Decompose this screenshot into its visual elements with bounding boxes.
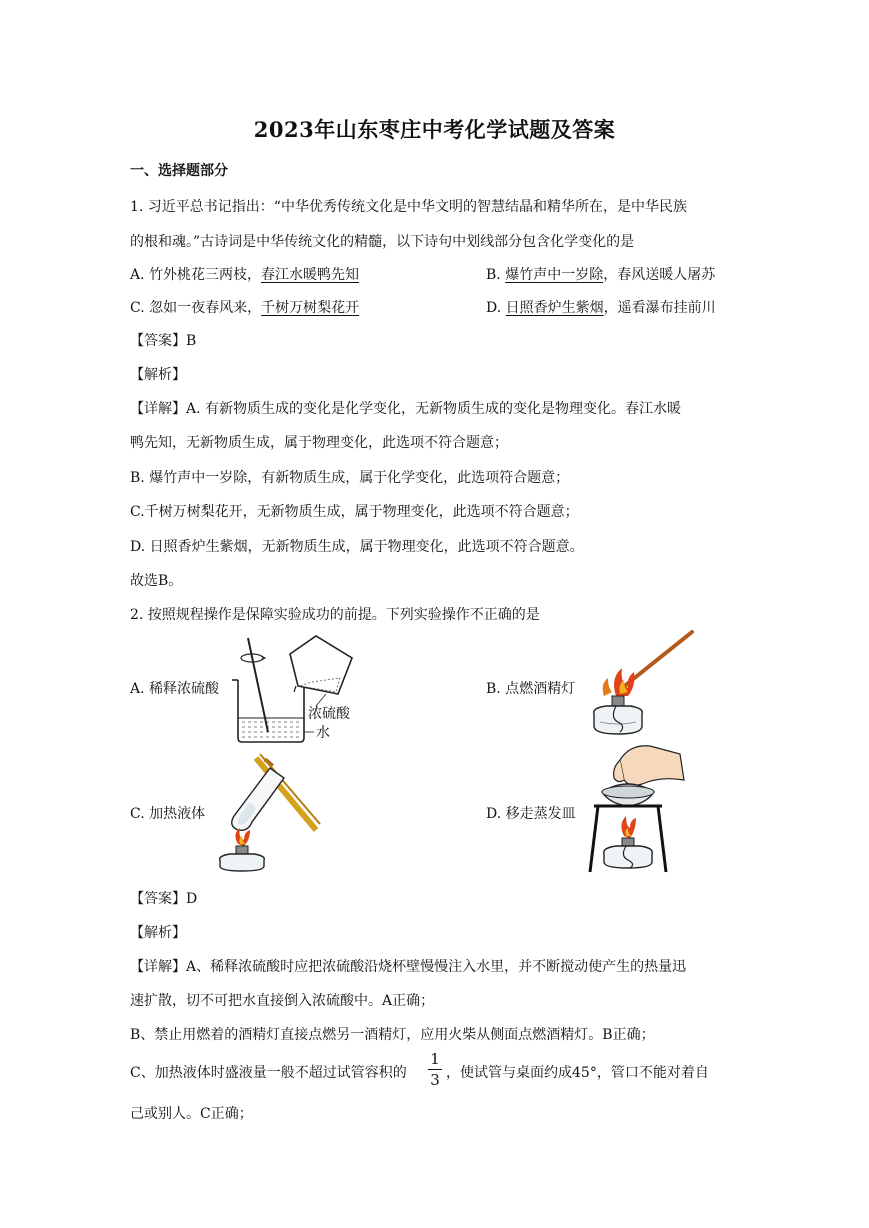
- q1-option-d-prefix: D.: [486, 300, 506, 316]
- heating-liquid-figure: [208, 750, 324, 872]
- q1-option-d: [486, 297, 716, 317]
- q2-option-d-label: D. 移走蒸发皿: [486, 806, 576, 822]
- fraction-numerator: 1: [430, 1050, 440, 1068]
- q1-detail-line5: D. 日照香炉生紫烟，无新物质生成，属于物理变化，此选项不符合题意。: [130, 539, 584, 555]
- lighting-lamp-figure: [582, 626, 698, 744]
- fraction-one-third: [428, 1050, 442, 1089]
- concentrated-acid-label: 浓硫酸: [308, 706, 350, 722]
- q2-detail-line4-prefix: C、加热液体时盛液量一般不超过试管容积的: [130, 1065, 407, 1081]
- q1-analysis-label: 【解析】: [130, 367, 186, 383]
- q2-stem: 2. 按照规程操作是保障实验成功的前提。下列实验操作不正确的是: [130, 607, 540, 623]
- section-heading: 一、选择题部分: [130, 163, 228, 179]
- q1-option-d-suffix: ，遥看瀑布挂前川: [603, 300, 716, 316]
- q1-detail-line4: C.千树万树梨花开，无新物质生成，属于物理变化，此选项不符合题意；: [130, 504, 579, 520]
- q2-detail-line1: 【详解】A、稀释浓硫酸时应把浓硫酸沿烧杯壁慢慢注入水里，并不断搅动使产生的热量迅: [130, 959, 687, 975]
- q1-detail-line1: 【详解】A. 有新物质生成的变化是化学变化，无新物质生成的变化是物理变化。春江水暖: [130, 401, 682, 417]
- q1-option-c-prefix: C. 忽如一夜春风来，: [130, 300, 262, 316]
- q1-option-a-prefix: A. 竹外桃花三两枝，: [130, 267, 262, 283]
- page-title: 2023年山东枣庄中考化学试题及答案: [253, 117, 616, 142]
- water-label: 水: [316, 725, 330, 741]
- q1-answer: 【答案】B: [130, 333, 197, 349]
- q1-option-d-underlined: 日照香炉生紫烟: [505, 300, 604, 316]
- diluting-acid-figure: [228, 632, 368, 744]
- remove-evaporating-dish-figure: [580, 740, 686, 876]
- fraction-denominator: 3: [430, 1071, 440, 1089]
- q2-analysis-label: 【解析】: [130, 925, 186, 941]
- q2-detail-line2: 速扩散，切不可把水直接倒入浓硫酸中。A正确；: [130, 993, 435, 1009]
- q1-option-a-underlined: 春江水暖鸭先知: [261, 267, 360, 283]
- q2-detail-line5: 己或别人。C正确；: [130, 1106, 253, 1122]
- q2-option-a-label: A. 稀释浓硫酸: [130, 681, 220, 697]
- q1-option-a: [130, 264, 359, 284]
- q1-option-b-prefix: B.: [486, 267, 506, 283]
- q1-stem-line2: 的根和魂。”古诗词是中华传统文化的精髓，以下诗句中划线部分包含化学变化的是: [130, 234, 635, 250]
- q1-option-b-suffix: ，春风送暖人屠苏: [603, 267, 716, 283]
- q2-answer: 【答案】D: [130, 891, 198, 907]
- q1-option-b-underlined: 爆竹声中一岁除: [505, 267, 604, 283]
- q1-option-c: [130, 297, 359, 317]
- q2-detail-line3: B、禁止用燃着的酒精灯直接点燃另一酒精灯，应用火柴从侧面点燃酒精灯。B正确；: [130, 1027, 655, 1043]
- q1-detail-line2: 鸭先知，无新物质生成，属于物理变化，此选项不符合题意；: [130, 435, 508, 451]
- q1-detail-line3: B. 爆竹声中一岁除，有新物质生成，属于化学变化，此选项符合题意；: [130, 470, 570, 486]
- q1-conclusion: 故选B。: [130, 573, 183, 589]
- q2-option-c-label: C. 加热液体: [130, 806, 206, 822]
- q1-stem-line1: 1. 习近平总书记指出：“中华优秀传统文化是中华文明的智慧结晶和精华所在，是中华民族: [130, 199, 687, 215]
- q2-option-b-label: B. 点燃酒精灯: [486, 681, 576, 697]
- q2-detail-line4-suffix: ，使试管与桌面约成45°，管口不能对着自: [446, 1065, 709, 1081]
- q1-option-b: [486, 264, 715, 284]
- q1-option-c-underlined: 千树万树梨花开: [261, 300, 360, 316]
